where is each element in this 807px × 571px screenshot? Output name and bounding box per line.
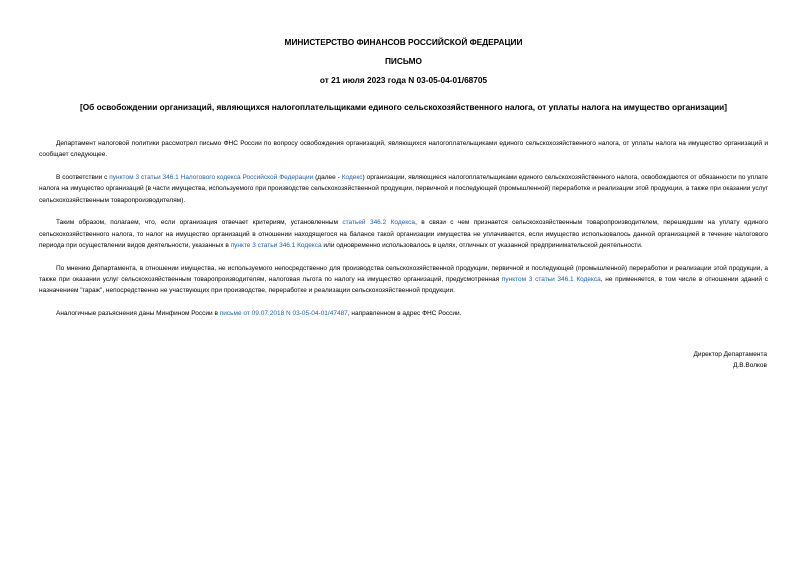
paragraph-3-text-1: Таким образом, полагаем, что, если организация отвечает критериям, установленным xyxy=(56,219,343,227)
paragraph-2-text-3: ) организации, являющиеся налогоплательщиками единого сельскохозяйственного налога, освобождаются от обязанности по уплате налога на имущество организаций (в части имущества, используемого при производстве сельскохозяйственной продукции, первичной и последующей (промышленной) переработке и реализации этой продукции, а также при оказании услуг сельскохозяйственным товаропроизводителям). xyxy=(39,174,768,204)
ministry-heading: МИНИСТЕРСТВО ФИНАНСОВ РОССИЙСКОЙ ФЕДЕРАЦИИ xyxy=(284,37,523,47)
document-body xyxy=(39,138,768,320)
subject-heading: [Об освобождении организаций, являющихся налогоплательщиками единого сельскохозяйственного налога, от уплаты налога на имущество организации] xyxy=(79,102,728,112)
paragraph-2-text-1: В соответствии с xyxy=(56,174,110,182)
link-letter-2018[interactable]: письме от 09.07.2018 N 03-05-04-01/47487 xyxy=(219,310,348,318)
paragraph-5-text-2: , направленном в адрес ФНС России. xyxy=(347,310,462,318)
paragraph-1 xyxy=(39,138,768,161)
paragraph-2-text-2: (далее - xyxy=(313,174,342,182)
link-article-346-1-clause-3-b[interactable]: пунктом 3 статьи 346.1 Кодекса xyxy=(501,276,601,284)
date-number-heading: от 21 июля 2023 года N 03-05-04-01/68705 xyxy=(319,75,488,85)
paragraph-5-text-1: Аналогичные разъяснения даны Минфином России в xyxy=(56,310,220,318)
paragraph-3 xyxy=(39,217,768,251)
signature-block xyxy=(694,349,767,372)
signature-position: Директор Департамента xyxy=(693,351,767,358)
paragraph-3-text-3: или одновременно использовалось в целях, отличных от указанной предпринимательской деятельности. xyxy=(321,242,643,250)
link-article-346-1-tax-code[interactable]: пунктом 3 статьи 346.1 Налогового кодекса Российской Федерации xyxy=(109,174,314,182)
paragraph-4-text-1: По мнению Департамента, в отношении имущества, не используемого непосредственно для производства сельскохозяйственной продукции, первичной и последующей (промышленной) переработки и реализации этой продукции, а также при оказании услуг сельскохозяйственным товаропроизводителям, налоговая льгота по налогу на имущество организаций, предусмотренная xyxy=(39,264,768,284)
link-article-346-1-clause-3[interactable]: пункте 3 статьи 346.1 Кодекса xyxy=(230,242,322,250)
paragraph-4-text-2: , не применяется, в том числе в отношении зданий с назначением "гараж", непосредственно не участвующих при производстве, переработке и реализации сельскохозяйственной продукции. xyxy=(39,276,768,295)
document-type-heading: ПИСЬМО xyxy=(384,56,423,66)
paragraph-5 xyxy=(39,308,768,319)
link-code[interactable]: Кодекс xyxy=(341,174,363,182)
link-article-346-2[interactable]: статьей 346.2 Кодекса xyxy=(342,219,416,227)
paragraph-4 xyxy=(39,263,768,297)
paragraph-3-text-2: , в связи с чем признается сельскохозяйственным товаропроизводителем, перешедшим на уплату единого сельскохозяйственного налога, то налог на имущество организаций в отношении находящегося на балансе такой организации имущества не уплачивается, если имущество использовалось данной организацией в течение налогового периода при осуществлении видов деятельности, указанных в xyxy=(39,219,768,250)
paragraph-2 xyxy=(39,172,768,206)
signature-name: Д.В.Волков xyxy=(733,362,767,370)
paragraph-1-text: Департамент налоговой политики рассмотрел письмо ФНС России по вопросу освобождения организаций, являющихся налогоплательщиками единого сельскохозяйственного налога, от уплаты налога на имущество организаций и сообщает следующее. xyxy=(39,140,768,159)
